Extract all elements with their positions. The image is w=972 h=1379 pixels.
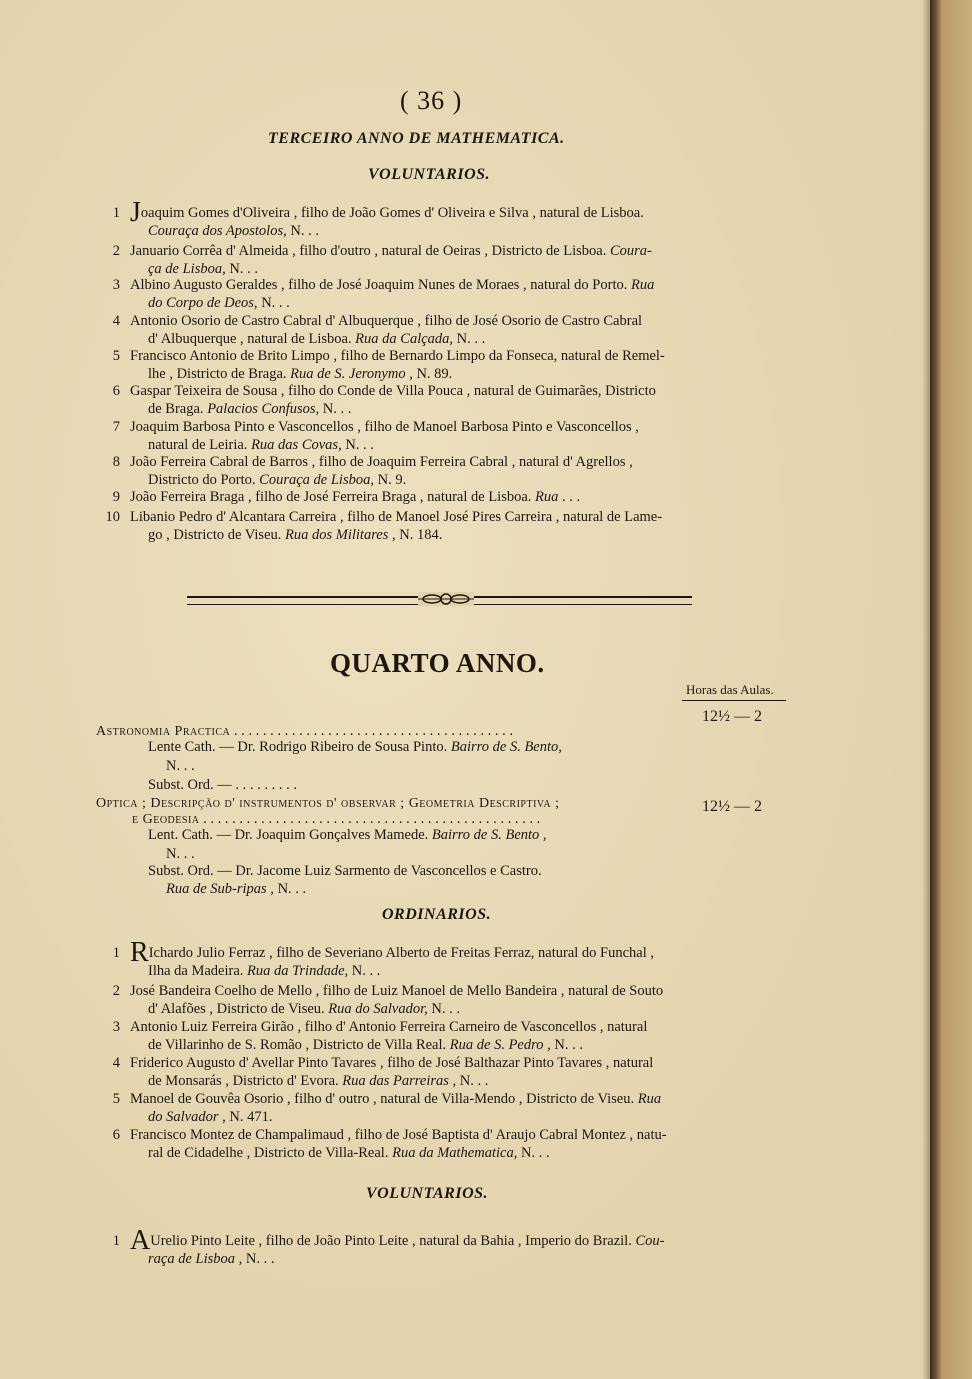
entry-text-italic: Rua — [531, 489, 559, 505]
entry-text-cont: d' Alafões , Districto de Viseu. — [148, 1001, 329, 1017]
course-title: Astronomia Practica — [96, 724, 231, 739]
entry-number: 2 — [112, 983, 120, 999]
entry-address: Rua das Covas, — [251, 437, 342, 453]
entry-address: Rua dos Militares , — [285, 527, 396, 543]
entry-text: José Bandeira Coelho de Mello , filho de Luiz Manoel de Mello Bandeira , natural de Souto — [130, 983, 664, 999]
list-item — [96, 1018, 796, 1054]
entry-number: 10 — [105, 509, 120, 525]
drop-initial: A — [130, 1225, 151, 1256]
subst-address-line — [166, 880, 306, 899]
entry-text: Gaspar Teixeira de Sousa , filho do Conde de Villa Pouca , natural de Guimarães, Districto — [130, 383, 656, 399]
entry-text: Francisco Montez de Champalimaud , filho de José Baptista d' Araujo Cabral Montez , natu- — [130, 1127, 667, 1143]
entry-number: 7 — [112, 419, 120, 435]
list-item — [96, 937, 796, 980]
section-title: TERCEIRO ANNO DE MATHEMATICA. — [268, 130, 565, 147]
entry-number: 5 — [112, 1091, 120, 1107]
entry-number-suffix: N. . . — [319, 401, 352, 417]
entry-text: Antonio Luiz Ferreira Girão , filho d' Antonio Ferreira Carneiro de Vasconcellos , natural — [130, 1019, 648, 1035]
book-gutter — [930, 0, 972, 1379]
list-item — [96, 982, 796, 1018]
course-title: Optica ; Descripção d' instrumentos d' observar ; Geometria Descriptiva ; — [96, 796, 560, 811]
entry-text: Manoel de Gouvêa Osorio , filho d' outro , natural de Villa-Mendo , Districto de Viseu. — [130, 1091, 635, 1107]
entry-address: ça de Lisboa, — [148, 261, 226, 277]
entry-text-italic: Coura- — [606, 243, 652, 259]
subst-address: Rua de Sub-ripas , — [166, 881, 274, 897]
entry-text: Friderico Augusto d' Avellar Pinto Tavares , filho de José Balthazar Pinto Tavares , natural — [130, 1055, 654, 1071]
entry-address: Rua da Trindade, — [247, 963, 349, 979]
lente-name: Lente Cath. — Dr. Rodrigo Ribeiro de Sousa Pinto. — [148, 739, 448, 755]
subst-number: N. . . — [273, 881, 307, 897]
lente-line — [148, 738, 562, 757]
entry-text-italic: Rua — [627, 277, 655, 293]
entry-text: João Ferreira Cabral de Barros , filho de Joaquim Ferreira Cabral , natural d' Agrellos , — [130, 454, 633, 470]
divider-ornament — [418, 592, 474, 606]
leader-dots: . . . . . . . . . . . . . . . . . . . . . . . . . . . . . . . . . . . . . . . — [230, 723, 513, 739]
list-item — [96, 312, 796, 348]
list-item — [96, 382, 796, 418]
entry-number: 4 — [112, 313, 120, 329]
entry-number-suffix: N. 184. — [395, 527, 443, 543]
lente-line — [148, 826, 547, 845]
list-item — [96, 1126, 796, 1162]
hours-column-label: Horas das Aulas. — [686, 682, 774, 697]
entry-number-suffix: N. . . — [225, 261, 258, 277]
entry-number-suffix: N. . . — [286, 223, 319, 239]
entry-text: Antonio Osorio de Castro Cabral d' Albuquerque , filho de José Osorio de Castro Cabral — [130, 313, 643, 329]
entry-number: 1 — [112, 1233, 120, 1249]
entry-text: oaquim Gomes d'Oliveira , filho de João Gomes d' Oliveira e Silva , natural de Lisboa. — [140, 205, 644, 221]
entry-text: Urelio Pinto Leite , filho de João Pinto Leite , natural da Bahia , Imperio do Brazil. — [150, 1233, 632, 1249]
entry-address: Rua de S. Jeronymo , — [290, 366, 413, 382]
entry-text-cont: go , Districto de Viseu. — [148, 527, 285, 543]
course-hours: 12½ — 2 — [702, 708, 762, 725]
entry-number: 6 — [112, 383, 120, 399]
entry-text-cont: d' Albuquerque , natural de Lisboa. — [148, 331, 356, 347]
entry-number: 1 — [112, 945, 120, 961]
entry-text-cont: natural de Leiria. — [148, 437, 252, 453]
entry-number-suffix: N. . . — [257, 295, 290, 311]
entry-number-suffix: N. . . — [427, 1001, 460, 1017]
entry-number-suffix: N. . . — [348, 963, 381, 979]
entry-number-suffix: N. . . — [456, 1073, 489, 1089]
entry-number-suffix: N. 9. — [373, 472, 407, 488]
list-item — [96, 242, 796, 278]
entry-number-suffix: N. . . — [453, 331, 486, 347]
voluntarios-heading-2: VOLUNTARIOS. — [366, 1185, 489, 1202]
entry-text-cont: de Braga. — [148, 401, 208, 417]
entry-number-suffix: N. . . — [242, 1251, 275, 1267]
list-item — [96, 453, 796, 489]
leader-dots: . . . . . . . . . . . . . . . . . . . . . . . . . . . . . . . . . . . . . . . . . . . . . . . — [199, 811, 541, 827]
lente-cont: N. . . — [166, 758, 195, 774]
entry-address: Couraça de Lisboa, — [259, 472, 374, 488]
entry-address: Rua do Salvador, — [328, 1001, 428, 1017]
ordinarios-heading: ORDINARIOS. — [382, 906, 492, 923]
list-item — [96, 1054, 796, 1090]
quarto-anno-title: QUARTO ANNO. — [330, 648, 545, 678]
entry-text: Ichardo Julio Ferraz , filho de Severiano Alberto de Freitas Ferraz, natural do Funchal , — [148, 945, 655, 961]
entry-address: Rua da Calçada, — [355, 331, 454, 347]
entry-number: 4 — [112, 1055, 120, 1071]
entry-address: Couraça dos Apostolos, — [148, 223, 287, 239]
entry-text: Joaquim Barbosa Pinto e Vasconcellos , filho de Manoel Barbosa Pinto e Vasconcellos , — [130, 419, 639, 435]
list-item — [96, 197, 796, 240]
lente-cont: N. . . — [166, 846, 195, 862]
entry-text-cont: de Monsarás , Districto d' Evora. — [148, 1073, 343, 1089]
entry-text: Januario Corrêa d' Almeida , filho d'outro , natural de Oeiras , Districto de Lisboa. — [130, 243, 607, 259]
entry-text-cont: de Villarinho de S. Romão , Districto de Villa Real. — [148, 1037, 450, 1053]
page-number: ( 36 ) — [400, 86, 463, 115]
list-item — [96, 508, 796, 544]
entry-text-cont: ral de Cidadelhe , Districto de Villa-Real. — [148, 1145, 393, 1161]
hours-label-brace — [682, 700, 786, 705]
entry-number: 8 — [112, 454, 120, 470]
entry-number: 1 — [112, 205, 120, 221]
entry-text-cont: lhe , Districto de Braga. — [148, 366, 291, 382]
entry-address: do Corpo de Deos, — [148, 295, 258, 311]
entry-text-cont: Ilha da Madeira. — [148, 963, 248, 979]
list-item — [96, 1090, 796, 1126]
course-hours: 12½ — 2 — [702, 798, 762, 815]
entry-address: Rua da Mathematica, — [392, 1145, 518, 1161]
course-title-cont: e Geodesia — [132, 812, 200, 827]
entry-text: Francisco Antonio de Brito Limpo , filho de Bernardo Limpo da Fonseca, natural de Remel- — [130, 348, 665, 364]
entry-number-suffix: N. 89. — [412, 366, 453, 382]
list-item — [96, 488, 796, 506]
lente-address: Bairro de S. Bento, — [447, 739, 562, 755]
entry-number: 6 — [112, 1127, 120, 1143]
list-item — [96, 347, 796, 383]
entry-address: raça de Lisboa , — [148, 1251, 243, 1267]
entry-number: 3 — [112, 277, 120, 293]
page-fold-shadow — [922, 0, 930, 1379]
entry-address: Rua das Parreiras , — [342, 1073, 457, 1089]
entry-number: 3 — [112, 1019, 120, 1035]
entry-text-cont: Districto do Porto. — [148, 472, 260, 488]
entry-number-suffix: N. . . — [341, 437, 374, 453]
entry-text-after: . . . — [558, 489, 581, 505]
entry-number-suffix: N. . . — [517, 1145, 550, 1161]
entry-number: 9 — [112, 489, 120, 505]
subst-line: Subst. Ord. — Dr. Jacome Luiz Sarmento de Vasconcellos e Castro. — [148, 863, 542, 879]
list-item — [96, 276, 796, 312]
drop-initial: R — [130, 937, 149, 968]
entry-number: 2 — [112, 243, 120, 259]
entry-address: Rua de S. Pedro , — [449, 1037, 551, 1053]
lente-address: Bairro de S. Bento , — [428, 827, 547, 843]
list-item — [96, 1225, 796, 1268]
entry-text-italic: Rua — [634, 1091, 662, 1107]
drop-initial: J — [130, 197, 141, 228]
entry-address: Palacios Confusos, — [207, 401, 320, 417]
entry-text: João Ferreira Braga , filho de José Ferreira Braga , natural de Lisboa. — [130, 489, 532, 505]
entry-number-suffix: N. . . — [550, 1037, 583, 1053]
lente-name: Lent. Cath. — Dr. Joaquim Gonçalves Mamede. — [148, 827, 429, 843]
subst-line: Subst. Ord. — . . . . . . . . . — [148, 777, 298, 793]
entry-text: Albino Augusto Geraldes , filho de José Joaquim Nunes de Moraes , natural do Porto. — [130, 277, 628, 293]
entry-text: Libanio Pedro d' Alcantara Carreira , filho de Manoel José Pires Carreira , natural de Lame- — [130, 509, 663, 525]
entry-text-italic: Cou- — [631, 1233, 665, 1249]
voluntarios-heading: VOLUNTARIOS. — [368, 166, 491, 183]
entry-number: 5 — [112, 348, 120, 364]
entry-address: do Salvador , — [148, 1109, 226, 1125]
list-item — [96, 418, 796, 454]
entry-number-suffix: N. 471. — [225, 1109, 273, 1125]
